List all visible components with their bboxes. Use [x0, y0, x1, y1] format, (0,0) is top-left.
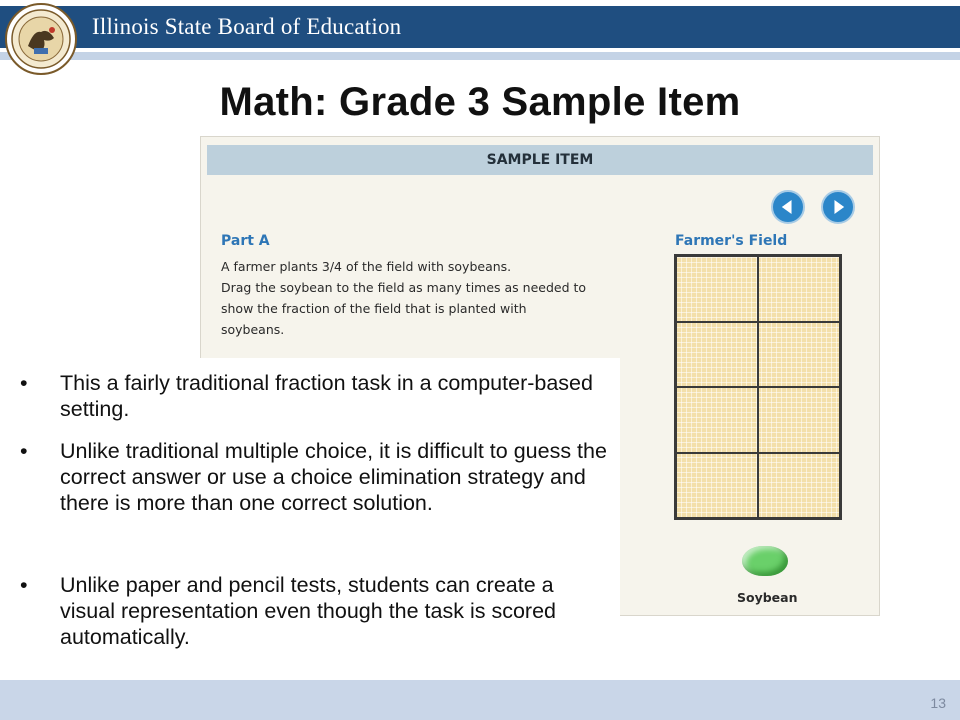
field-cell[interactable] — [676, 453, 758, 519]
soybean-token-icon[interactable] — [742, 546, 788, 576]
bullet-text: Unlike paper and pencil tests, students can create a visual representation even though the task is scored automatically. — [60, 573, 556, 649]
bullet-text: This a fairly traditional fraction task in a computer-based setting. — [60, 371, 593, 421]
bullet-item — [20, 438, 610, 516]
sample-item-header: SAMPLE ITEM — [207, 145, 873, 175]
left-arrow-icon[interactable] — [771, 190, 805, 224]
prompt-line: A farmer plants 3/4 of the field with soybeans. — [221, 259, 512, 274]
bullet-dot: • — [20, 371, 28, 395]
bullet-dot: • — [20, 573, 28, 597]
soybean-label: Soybean — [737, 590, 798, 605]
field-label: Farmer's Field — [675, 233, 788, 249]
bullet-dot: • — [20, 439, 28, 463]
field-cell[interactable] — [758, 256, 840, 322]
field-cell[interactable] — [676, 322, 758, 388]
right-arrow-icon[interactable] — [821, 190, 855, 224]
slide-title: Math: Grade 3 Sample Item — [219, 80, 741, 124]
organization-title: Illinois State Board of Education — [92, 14, 402, 39]
item-prompt — [221, 256, 641, 340]
page-number: 13 — [930, 695, 946, 711]
state-seal-icon — [4, 2, 78, 76]
bullet-text: Unlike traditional multiple choice, it is difficult to guess the correct answer or use a choice elimination strategy and there is more than one correct solution. — [60, 439, 607, 515]
farmers-field-grid[interactable] — [674, 254, 842, 520]
prompt-line: Drag the soybean to the field as many times as needed to — [221, 280, 587, 295]
field-cell[interactable] — [758, 387, 840, 453]
prompt-line: soybeans. — [221, 322, 285, 337]
field-cell[interactable] — [676, 387, 758, 453]
header-stripe — [0, 52, 960, 60]
bullet-item — [20, 370, 610, 422]
bullet-item — [20, 572, 610, 650]
bullet-list — [14, 358, 620, 674]
field-cell[interactable] — [758, 453, 840, 519]
field-cell[interactable] — [676, 256, 758, 322]
field-cell[interactable] — [758, 322, 840, 388]
footer-band — [0, 680, 960, 720]
part-label: Part A — [221, 233, 270, 249]
prompt-line: show the fraction of the field that is planted with — [221, 301, 527, 316]
